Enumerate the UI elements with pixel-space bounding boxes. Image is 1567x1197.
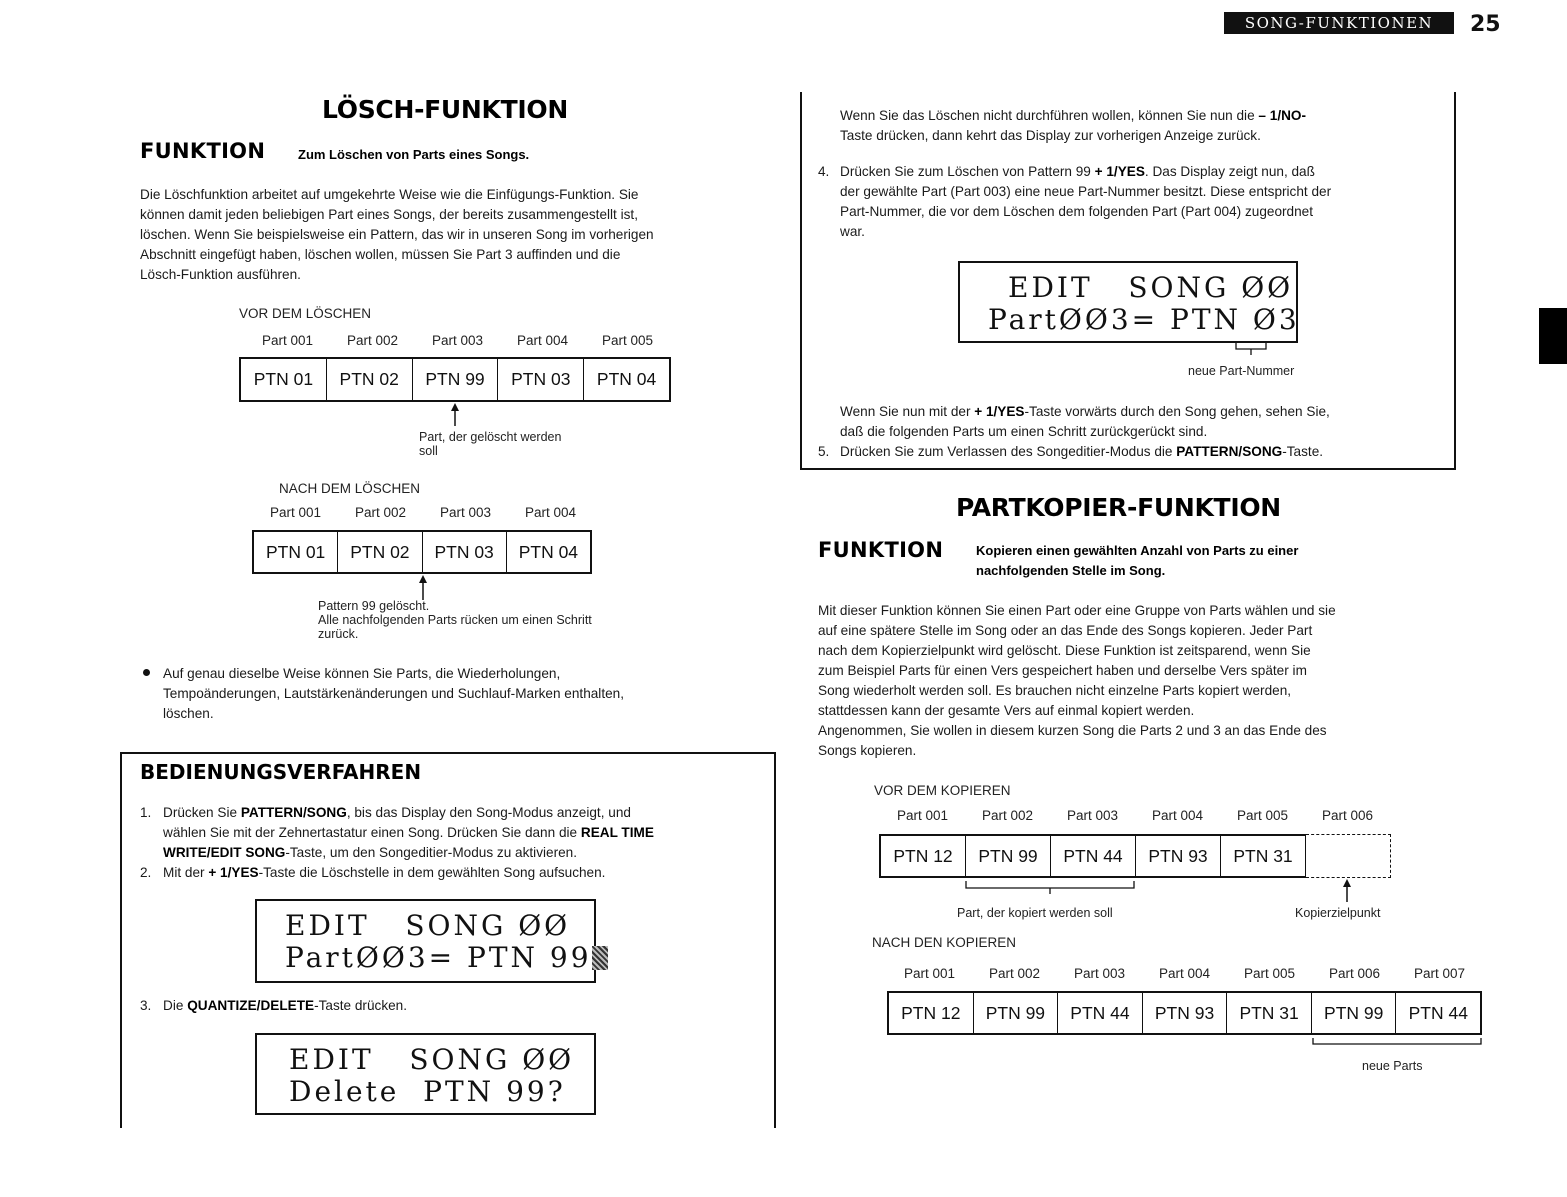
bullet-text: Auf genau dieselbe Weise können Sie Parts, die Wiederholungen, Tempoänderungen, Lautstärkenänderungen und Suchlauf-Marken enthalten, löschen. [163, 666, 625, 721]
copy-source-note: Part, der kopiert werden soll [957, 906, 1113, 920]
cursor-block-icon [592, 946, 608, 970]
before-copy-part-labels: Part 001 Part 002 Part 003 Part 004 Part 005 Part 006 [896, 808, 1374, 823]
pattern-cell: PTN 99 [1312, 993, 1397, 1033]
before-copy-pattern-row [879, 834, 1306, 878]
arrow-up-icon [449, 402, 461, 426]
right-funktion-sub: Kopieren einen gewählten Anzahl von Parts zu einer nachfolgenden Stelle im Song. [976, 543, 1299, 578]
pattern-cell: PTN 99 [966, 836, 1051, 876]
after-copy-label: NACH DEN KOPIEREN [872, 935, 1017, 950]
arrow-up-icon [1341, 878, 1353, 902]
step-5-text: Drücken Sie zum Verlassen des Songeditier-Modus die PATTERN/SONG-Taste. [840, 444, 1324, 459]
left-title: LÖSCH-FUNKTION [322, 95, 568, 124]
after-copy-part-labels: Part 001 Part 002 Part 003 Part 004 Part 005 Part 006 Part 007 [903, 966, 1466, 981]
new-parts-note: neue Parts [1362, 1059, 1423, 1073]
pattern-cell: PTN 12 [881, 836, 966, 876]
copy-target-note: Kopierzielpunkt [1295, 906, 1381, 920]
arrow-up-icon [417, 574, 429, 600]
thumb-tab [1539, 308, 1567, 364]
left-funktion-sub: Zum Löschen von Parts eines Songs. [298, 147, 530, 162]
right-title: PARTKOPIER-FUNKTION [956, 493, 1281, 522]
step-4-num: 4. [818, 164, 830, 179]
section-header-label: SONG-FUNKTIONEN [1244, 14, 1434, 32]
procedure-title: BEDIENUNGSVERFAHREN [140, 760, 422, 784]
step-1-num: 1. [140, 805, 152, 820]
pattern-cell: PTN 31 [1221, 836, 1306, 876]
before-delete-part-labels: Part 001 Part 002 Part 003 Part 004 Part 005 [261, 333, 654, 348]
before-delete-label: VOR DEM LÖSCHEN [239, 306, 372, 321]
pattern-cell: PTN 03 [423, 532, 507, 572]
after-delete-part-labels: Part 001 Part 002 Part 003 Part 004 [269, 505, 577, 520]
pattern-cell: PTN 93 [1136, 836, 1221, 876]
lcd-line-1: EDIT SONG ØØ [285, 909, 571, 942]
pattern-cell: PTN 01 [254, 532, 338, 572]
pattern-cell: PTN 04 [596, 369, 657, 389]
after-delete-label: NACH DEM LÖSCHEN [279, 481, 421, 496]
step-2-text: Mit der + 1/YES-Taste die Löschstelle in dem gewählten Song aufsuchen. [163, 865, 606, 880]
before-copy-label: VOR DEM KOPIEREN [874, 783, 1011, 798]
pattern-cell: PTN 02 [327, 359, 413, 400]
pattern-cell: PTN 93 [1143, 993, 1228, 1033]
step-1-text: Drücken Sie PATTERN/SONG, bis das Display den Song-Modus anzeigt, und wählen Sie mit der Zehnertastatur einen Song. Drücken Sie dann die REAL TIME WRITE/EDIT SONG-Taste, um den Songeditier-Modus zu aktivieren. [163, 805, 654, 860]
step-2-num: 2. [140, 865, 152, 880]
step-4-text: Drücken Sie zum Löschen von Pattern 99 + 1/YES. Das Display zeigt nun, daß der gewählte Part (Part 003) eine neue Part-Nummer besitzt. Diese entspricht der Part-Nummer, die vor dem Löschen dem folgenden Part (Part 004) zugeordnet war. [840, 164, 1332, 239]
pattern-cell: PTN 44 [1408, 1002, 1468, 1023]
pattern-cell: PTN 02 [338, 532, 422, 572]
lcd-display-delete [255, 1033, 596, 1115]
right-intro: Mit dieser Funktion können Sie einen Part oder eine Gruppe von Parts wählen und sie auf eine spätere Stelle im Song oder an das Ende des Songs kopieren. Jeder Part nach dem Kopierzielpunkt wird gelöscht. Diese Funktion ist zeitsparend, wenn Sie zum Beispiel Parts für einen Vers gespeichert haben und derselbe Vers später im Song wiederholt werden soll. Es brauchen nicht einzelne Parts kopiert werden, stattdessen kann der gesamte Vers auf einmal kopiert werden. Angenommen, Sie wollen in diesem kurzen Song die Parts 2 und 3 an das Ende des Songs kopieren. [818, 603, 1336, 758]
left-funktion-label: FUNKTION [140, 139, 266, 163]
empty-target-cell [1306, 834, 1391, 878]
pattern-cell: PTN 44 [1051, 836, 1136, 876]
before-delete-pattern-row [239, 357, 671, 402]
copy-range-bracket-icon [964, 880, 1136, 896]
lcd-line-1: EDIT SONG ØØ [1008, 271, 1294, 304]
page-number: 25 [1470, 12, 1501, 37]
pattern-cell: PTN 44 [1058, 993, 1143, 1033]
new-parts-bracket-icon [1311, 1037, 1483, 1049]
step-5-num: 5. [818, 444, 830, 459]
pattern-cell: PTN 03 [498, 359, 584, 400]
bracket-icon [1234, 342, 1268, 356]
lcd-display-part [255, 899, 596, 983]
pattern-cell: PTN 99 [413, 359, 499, 400]
after-delete-note: Pattern 99 gelöscht. Alle nachfolgenden Parts rücken um einen Schritt zurück. [318, 599, 592, 641]
no-delete-text: Wenn Sie das Löschen nicht durchführen wollen, können Sie nun die – 1/NO- Taste drücken, dann kehrt das Display zur vorherigen Anzeige zurück. [840, 108, 1307, 143]
after-copy-pattern-row [887, 991, 1482, 1035]
after-delete-pattern-row [252, 530, 592, 574]
bullet-icon [143, 669, 150, 676]
lcd-line-1: EDIT SONG ØØ [289, 1043, 575, 1076]
before-delete-note: Part, der gelöscht werden soll [419, 430, 562, 458]
step-3-num: 3. [140, 998, 152, 1013]
pattern-cell: PTN 01 [241, 359, 327, 400]
pattern-cell: PTN 99 [974, 993, 1059, 1033]
lcd-note: neue Part-Nummer [1188, 364, 1295, 378]
right-funktion-label: FUNKTION [818, 538, 944, 562]
pattern-cell: PTN 04 [518, 541, 579, 562]
pattern-cell: PTN 31 [1227, 993, 1312, 1033]
step-3-text: Die QUANTIZE/DELETE-Taste drücken. [163, 998, 408, 1013]
pattern-cell: PTN 12 [889, 993, 974, 1033]
lcd-line-2: PartØØ3= PTN 99 [285, 941, 608, 974]
lcd-line-2: Delete PTN 99? [289, 1075, 566, 1108]
lcd-line-2: PartØØ3= PTN Ø3 [988, 303, 1300, 336]
forward-text: Wenn Sie nun mit der + 1/YES-Taste vorwärts durch den Song gehen, sehen Sie, daß die folgenden Parts um einen Schritt zurückgerückt sind. [840, 404, 1330, 439]
left-intro: Die Löschfunktion arbeitet auf umgekehrte Weise wie die Einfügungs-Funktion. Sie können damit jeden beliebigen Part eines Songs, der bereits zusammengestellt ist, löschen. Wenn Sie beispielsweise ein Pattern, das wir in unseren Song im vorherigen Abschnitt eingefügt haben, löschen wollen, müssen Sie Part 3 auffinden und die Lösch-Funktion ausführen. [140, 187, 654, 282]
lcd-display-new-part [958, 261, 1298, 343]
